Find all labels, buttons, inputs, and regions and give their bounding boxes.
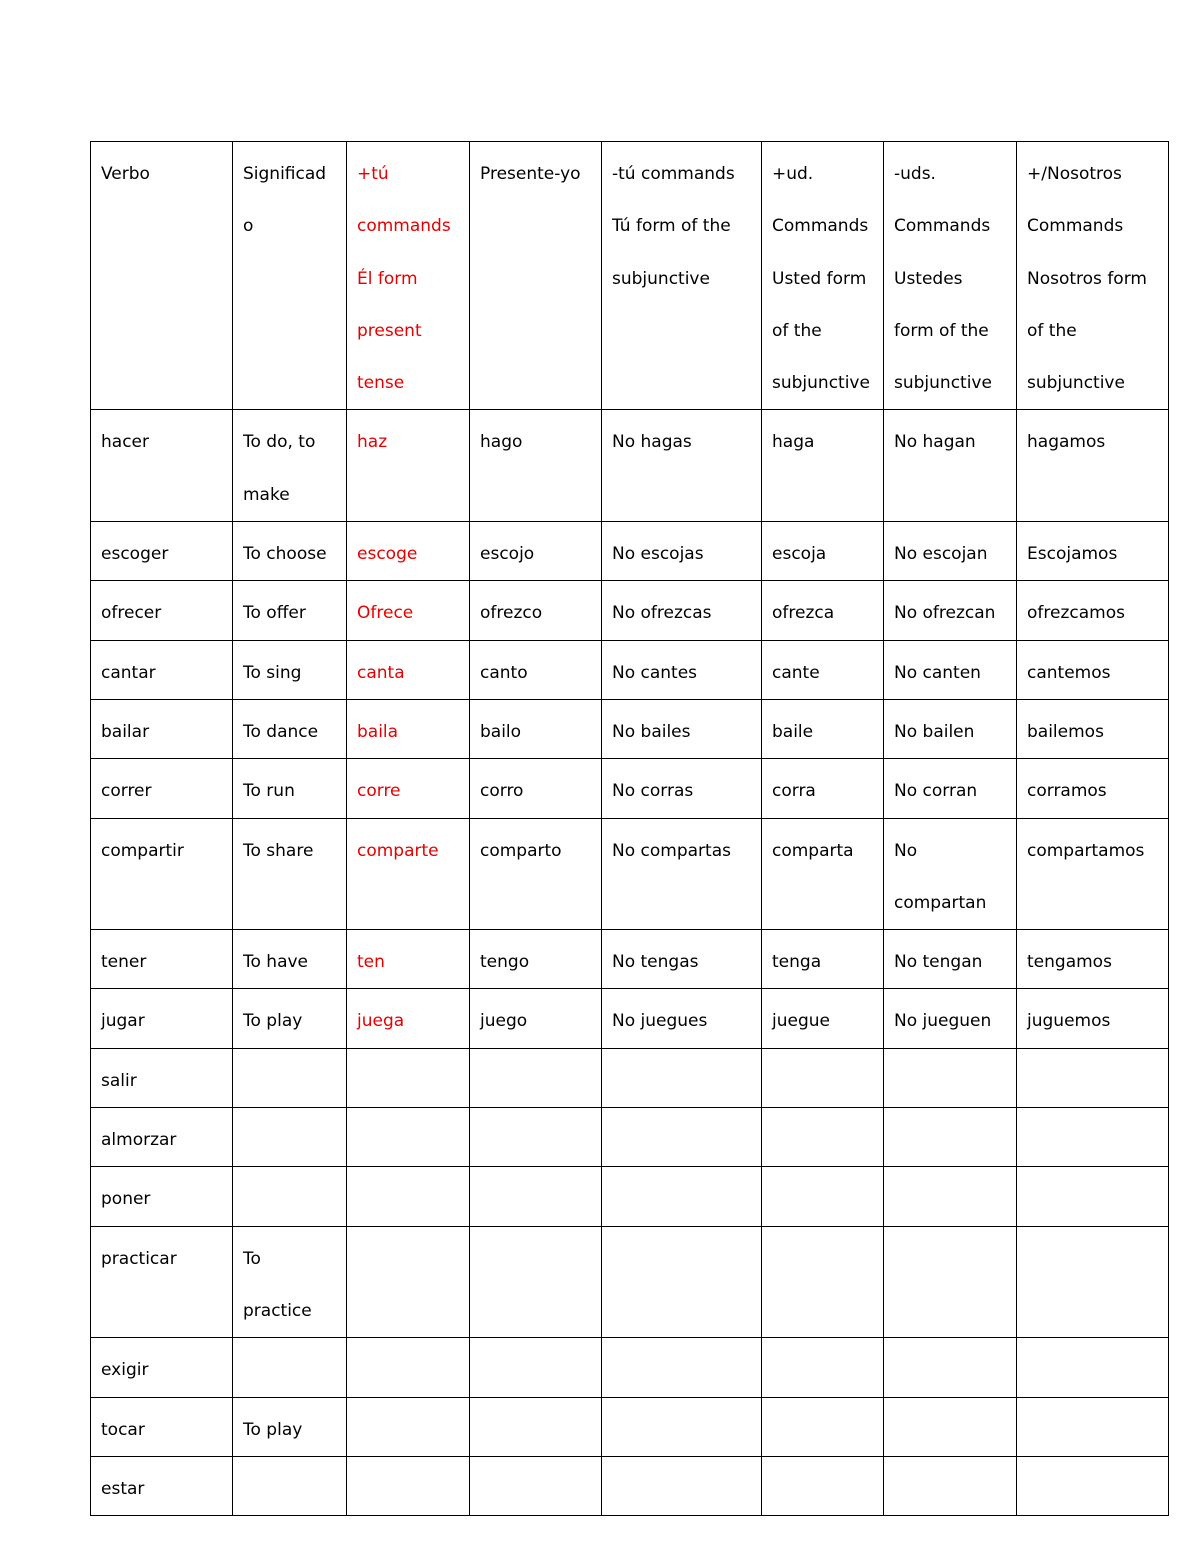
cell-text-line: No jueguen (894, 1011, 992, 1032)
cell-text-line: corramos (1027, 781, 1107, 802)
cell-text-line: subjunctive (894, 373, 992, 394)
table-row (91, 1108, 1169, 1167)
cell-presente-yo (470, 1167, 602, 1226)
cell-text-line: Usted form (772, 268, 867, 289)
cell-uds-negative (884, 1108, 1017, 1167)
cell-presente-yo (470, 1397, 602, 1456)
cell-text-line: Verbo (101, 164, 150, 184)
table-row (91, 1226, 1169, 1338)
cell-text-line: cantar (101, 662, 156, 683)
cell-verbo (91, 699, 233, 758)
cell-text-line: Ustedes (894, 268, 963, 289)
cell-tu-negative (602, 1338, 762, 1397)
cell-tu-affirmative (347, 1048, 470, 1107)
cell-nosotros (1017, 522, 1169, 581)
cell-text-line: almorzar (101, 1130, 177, 1151)
cell-text-line: To do, to (243, 432, 316, 453)
cell-tu-affirmative (347, 989, 470, 1048)
cell-ud-affirmative (762, 989, 884, 1048)
cell-presente-yo (470, 522, 602, 581)
cell-text-line: practice (243, 1300, 312, 1321)
cell-text-line: ofrecer (101, 603, 162, 624)
cell-text-line: To (243, 1248, 261, 1269)
cell-text-line: No canten (894, 662, 981, 683)
cell-tu-negative (602, 1456, 762, 1515)
cell-tu-affirmative (347, 1108, 470, 1167)
cell-text-line: of the (772, 320, 822, 341)
cell-text-line: subjunctive (612, 268, 710, 289)
cell-significado (233, 640, 347, 699)
cell-text-line: haz (357, 432, 388, 453)
cell-tu-negative (602, 930, 762, 989)
cell-text-line: No juegues (612, 1011, 708, 1032)
cell-verbo (91, 1048, 233, 1107)
cell-text-line: To dance (243, 721, 319, 742)
cell-uds-negative (884, 410, 1017, 522)
cell-text-line: tengamos (1027, 952, 1112, 973)
cell-text-line: ofrezcamos (1027, 603, 1125, 624)
cell-ud-affirmative (762, 1226, 884, 1338)
cell-tu-negative (602, 410, 762, 522)
cell-text-line: No (894, 840, 918, 861)
cell-verbo (91, 1338, 233, 1397)
cell-tu-negative (602, 1048, 762, 1107)
cell-text-line: -tú commands (612, 164, 735, 184)
cell-text-line: No tengan (894, 952, 983, 973)
cell-significado (233, 1108, 347, 1167)
header-cell-verbo (91, 142, 233, 410)
header-cell-nosotros (1017, 142, 1169, 410)
table-row (91, 759, 1169, 818)
cell-text-line: Él form (357, 268, 418, 289)
cell-significado (233, 1226, 347, 1338)
cell-significado (233, 930, 347, 989)
cell-text-line: tocar (101, 1419, 145, 1440)
cell-uds-negative (884, 699, 1017, 758)
cell-tu-negative (602, 699, 762, 758)
cell-text-line: escoja (772, 544, 827, 565)
cell-tu-negative (602, 989, 762, 1048)
cell-text-line: comparto (480, 840, 562, 861)
cell-text-line: No tengas (612, 952, 699, 973)
cell-uds-negative (884, 640, 1017, 699)
cell-text-line: subjunctive (772, 373, 870, 394)
cell-text-line: No cantes (612, 662, 698, 683)
cell-text-line: make (243, 484, 290, 505)
cell-ud-affirmative (762, 759, 884, 818)
table-row (91, 930, 1169, 989)
table-row (91, 1048, 1169, 1107)
cell-verbo (91, 1108, 233, 1167)
cell-presente-yo (470, 1456, 602, 1515)
cell-text-line: +tú (357, 164, 389, 184)
cell-uds-negative (884, 759, 1017, 818)
header-cell-presente-yo (470, 142, 602, 410)
cell-uds-negative (884, 1167, 1017, 1226)
cell-presente-yo (470, 1048, 602, 1107)
cell-tu-affirmative (347, 410, 470, 522)
cell-uds-negative (884, 1397, 1017, 1456)
header-row (91, 142, 1169, 410)
cell-tu-affirmative (347, 522, 470, 581)
cell-ud-affirmative (762, 699, 884, 758)
table-row (91, 989, 1169, 1048)
cell-presente-yo (470, 930, 602, 989)
cell-significado (233, 699, 347, 758)
cell-nosotros (1017, 818, 1169, 930)
table-row (91, 410, 1169, 522)
cell-presente-yo (470, 1108, 602, 1167)
cell-text-line: present (357, 320, 422, 341)
cell-text-line: juego (480, 1011, 528, 1032)
cell-text-line: No hagas (612, 432, 692, 453)
cell-text-line: hago (480, 432, 523, 453)
cell-text-line: juegue (772, 1011, 830, 1032)
cell-text-line: No bailen (894, 721, 975, 742)
cell-text-line: canta (357, 662, 405, 683)
cell-presente-yo (470, 640, 602, 699)
cell-presente-yo (470, 1226, 602, 1338)
cell-text-line: tenga (772, 952, 822, 973)
cell-text-line: No escojan (894, 544, 988, 565)
cell-verbo (91, 1226, 233, 1338)
cell-tu-negative (602, 522, 762, 581)
cell-nosotros (1017, 1108, 1169, 1167)
cell-presente-yo (470, 1338, 602, 1397)
cell-uds-negative (884, 1456, 1017, 1515)
table-row (91, 1167, 1169, 1226)
cell-presente-yo (470, 410, 602, 522)
cell-text-line: escoge (357, 544, 418, 565)
cell-text-line: Commands (772, 216, 869, 237)
cell-tu-affirmative (347, 818, 470, 930)
cell-uds-negative (884, 1338, 1017, 1397)
cell-presente-yo (470, 699, 602, 758)
cell-nosotros (1017, 1338, 1169, 1397)
cell-nosotros (1017, 410, 1169, 522)
cell-ud-affirmative (762, 1456, 884, 1515)
cell-nosotros (1017, 1397, 1169, 1456)
cell-text-line: tener (101, 952, 147, 973)
cell-significado (233, 759, 347, 818)
cell-ud-affirmative (762, 1397, 884, 1456)
cell-text-line: commands (357, 216, 451, 237)
cell-ud-affirmative (762, 581, 884, 640)
cell-text-line: hagamos (1027, 432, 1106, 453)
cell-text-line: baile (772, 721, 814, 742)
table-row (91, 581, 1169, 640)
cell-ud-affirmative (762, 410, 884, 522)
table-row (91, 1397, 1169, 1456)
cell-text-line: correr (101, 781, 152, 802)
cell-text-line: tense (357, 373, 405, 394)
cell-text-line: Commands (1027, 216, 1124, 237)
cell-verbo (91, 759, 233, 818)
cell-text-line: No ofrezcas (612, 603, 712, 624)
cell-tu-negative (602, 818, 762, 930)
cell-text-line: hacer (101, 432, 149, 453)
cell-ud-affirmative (762, 1048, 884, 1107)
cell-text-line: tengo (480, 952, 530, 973)
cell-tu-affirmative (347, 1167, 470, 1226)
cell-nosotros (1017, 1048, 1169, 1107)
cell-ud-affirmative (762, 1338, 884, 1397)
cell-uds-negative (884, 522, 1017, 581)
cell-text-line: corro (480, 781, 524, 802)
cell-tu-negative (602, 1226, 762, 1338)
cell-text-line: o (243, 216, 254, 237)
cell-verbo (91, 410, 233, 522)
cell-text-line: Significad (243, 164, 327, 184)
cell-text-line: ten (357, 952, 385, 973)
cell-text-line: bailar (101, 721, 150, 742)
cell-text-line: compartan (894, 892, 987, 913)
cell-text-line: cante (772, 662, 820, 683)
cell-nosotros (1017, 1226, 1169, 1338)
header-cell-significado (233, 142, 347, 410)
cell-presente-yo (470, 989, 602, 1048)
cell-text-line: salir (101, 1070, 137, 1091)
cell-tu-negative (602, 1167, 762, 1226)
table-body (91, 142, 1169, 1516)
cell-text-line: Nosotros form (1027, 268, 1147, 289)
cell-text-line: practicar (101, 1248, 177, 1269)
cell-text-line: haga (772, 432, 815, 453)
cell-verbo (91, 930, 233, 989)
cell-tu-affirmative (347, 1397, 470, 1456)
cell-tu-negative (602, 581, 762, 640)
cell-verbo (91, 522, 233, 581)
cell-presente-yo (470, 818, 602, 930)
cell-tu-affirmative (347, 1338, 470, 1397)
cell-text-line: escojo (480, 544, 535, 565)
cell-text-line: To play (243, 1419, 303, 1440)
cell-nosotros (1017, 930, 1169, 989)
cell-nosotros (1017, 640, 1169, 699)
header-cell-ud-affirmative (762, 142, 884, 410)
header-cell-tu-negative (602, 142, 762, 410)
cell-verbo (91, 1456, 233, 1515)
cell-text-line: No corran (894, 781, 978, 802)
cell-text-line: ofrezca (772, 603, 835, 624)
cell-text-line: Commands (894, 216, 991, 237)
cell-text-line: poner (101, 1189, 151, 1210)
cell-text-line: +/Nosotros (1027, 164, 1122, 184)
cell-text-line: canto (480, 662, 528, 683)
cell-tu-negative (602, 759, 762, 818)
cell-text-line: To play (243, 1011, 303, 1032)
cell-text-line: form of the (894, 320, 989, 341)
cell-uds-negative (884, 818, 1017, 930)
cell-verbo (91, 989, 233, 1048)
cell-ud-affirmative (762, 818, 884, 930)
cell-ud-affirmative (762, 1108, 884, 1167)
table-row (91, 640, 1169, 699)
cell-tu-negative (602, 1108, 762, 1167)
cell-verbo (91, 640, 233, 699)
verb-conjugation-table (90, 141, 1169, 1516)
cell-text-line: No escojas (612, 544, 704, 565)
cell-ud-affirmative (762, 522, 884, 581)
cell-nosotros (1017, 699, 1169, 758)
cell-ud-affirmative (762, 640, 884, 699)
cell-significado (233, 1456, 347, 1515)
cell-significado (233, 581, 347, 640)
cell-uds-negative (884, 1226, 1017, 1338)
cell-significado (233, 410, 347, 522)
cell-uds-negative (884, 930, 1017, 989)
cell-nosotros (1017, 759, 1169, 818)
cell-text-line: cantemos (1027, 662, 1111, 683)
cell-text-line: To have (243, 952, 309, 973)
cell-significado (233, 1397, 347, 1456)
cell-text-line: jugar (101, 1011, 145, 1032)
cell-text-line: No ofrezcan (894, 603, 996, 624)
cell-nosotros (1017, 989, 1169, 1048)
cell-tu-affirmative (347, 1226, 470, 1338)
cell-tu-affirmative (347, 581, 470, 640)
cell-nosotros (1017, 1456, 1169, 1515)
cell-text-line: Ofrece (357, 603, 414, 624)
cell-text-line: To run (243, 781, 295, 802)
cell-text-line: corra (772, 781, 816, 802)
cell-tu-negative (602, 1397, 762, 1456)
cell-uds-negative (884, 1048, 1017, 1107)
cell-text-line: To share (243, 840, 314, 861)
cell-text-line: compartamos (1027, 840, 1145, 861)
cell-text-line: juguemos (1027, 1011, 1111, 1032)
cell-presente-yo (470, 581, 602, 640)
cell-tu-affirmative (347, 699, 470, 758)
cell-significado (233, 1167, 347, 1226)
cell-text-line: compartir (101, 840, 184, 861)
cell-significado (233, 522, 347, 581)
header-cell-uds-negative (884, 142, 1017, 410)
cell-text-line: ofrezco (480, 603, 543, 624)
cell-text-line: comparte (357, 840, 439, 861)
cell-nosotros (1017, 1167, 1169, 1226)
cell-text-line: exigir (101, 1360, 149, 1381)
cell-text-line: baila (357, 721, 399, 742)
cell-text-line: comparta (772, 840, 854, 861)
cell-text-line: subjunctive (1027, 373, 1125, 394)
cell-text-line: estar (101, 1478, 145, 1499)
cell-verbo (91, 1397, 233, 1456)
cell-text-line: Presente-yo (480, 164, 581, 184)
cell-significado (233, 818, 347, 930)
cell-tu-affirmative (347, 759, 470, 818)
cell-presente-yo (470, 759, 602, 818)
cell-text-line: To choose (243, 544, 327, 565)
cell-text-line: corre (357, 781, 401, 802)
cell-text-line: No corras (612, 781, 694, 802)
table-row (91, 699, 1169, 758)
table-row (91, 1338, 1169, 1397)
cell-significado (233, 1048, 347, 1107)
cell-verbo (91, 818, 233, 930)
cell-uds-negative (884, 989, 1017, 1048)
cell-verbo (91, 1167, 233, 1226)
cell-significado (233, 989, 347, 1048)
cell-ud-affirmative (762, 1167, 884, 1226)
cell-nosotros (1017, 581, 1169, 640)
cell-text-line: +ud. (772, 164, 814, 184)
cell-verbo (91, 581, 233, 640)
cell-text-line: To sing (243, 662, 302, 683)
cell-tu-affirmative (347, 1456, 470, 1515)
table-row (91, 522, 1169, 581)
cell-text-line: juega (357, 1011, 405, 1032)
cell-text-line: bailemos (1027, 721, 1104, 742)
table-row (91, 1456, 1169, 1515)
cell-uds-negative (884, 581, 1017, 640)
cell-text-line: No compartas (612, 840, 731, 861)
cell-tu-affirmative (347, 640, 470, 699)
header-cell-tu-affirmative (347, 142, 470, 410)
cell-ud-affirmative (762, 930, 884, 989)
cell-tu-affirmative (347, 930, 470, 989)
cell-text-line: -uds. (894, 164, 936, 184)
cell-significado (233, 1338, 347, 1397)
cell-text-line: To offer (243, 603, 306, 624)
cell-text-line: No bailes (612, 721, 691, 742)
cell-text-line: of the (1027, 320, 1077, 341)
cell-text-line: Tú form of the (612, 216, 731, 237)
cell-text-line: No hagan (894, 432, 976, 453)
table-row (91, 818, 1169, 930)
cell-text-line: escoger (101, 544, 169, 565)
cell-text-line: Escojamos (1027, 544, 1118, 565)
cell-text-line: bailo (480, 721, 522, 742)
cell-tu-negative (602, 640, 762, 699)
